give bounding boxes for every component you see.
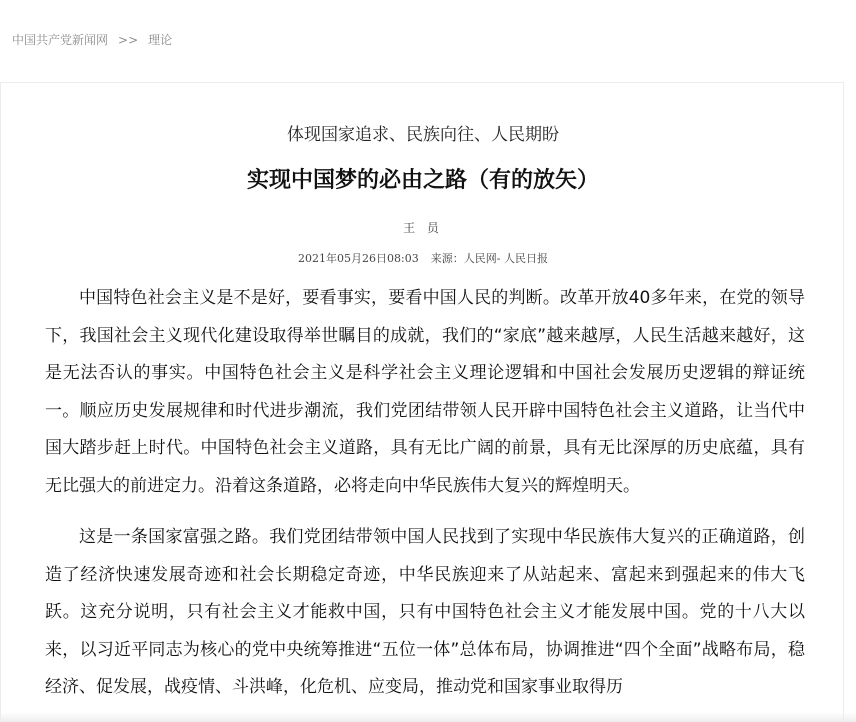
breadcrumb-section-link[interactable]: 理论 — [148, 33, 173, 47]
article-title: 实现中国梦的必由之路（有的放矢） — [246, 168, 599, 193]
top-navigation-bar — [0, 0, 856, 82]
article-meta — [1, 251, 845, 267]
article-paragraph: 这是一条国家富强之路。我们党团结带领中国人民找到了实现中华民族伟大复兴的正确道路，创造了经济快速发展奇迹和社会长期稳定奇迹，中华民族迎来了从站起来、富起来到强起来的伟大飞跃。这充分说明，只有社会主义才能救中国，只有中国特色社会主义才能发展中国。党的十八大以来，以习近平同志为核心的党中央统筹推进“五位一体”总体布局，协调推进“四个全面”战略布局，稳经济、促发展，战疫情、斗洪峰，化危机、应变局，推动党和国家事业取得历 — [45, 527, 805, 697]
article-paragraph: 中国特色社会主义是不是好，要看事实，要看中国人民的判断。改革开放40多年来，在党的领导下，我国社会主义现代化建设取得举世瞩目的成就，我们的“家底”越来越厚，人民生活越来越好，这是无法否认的事实。中国特色社会主义是科学社会主义理论逻辑和中国社会发展历史逻辑的辩证统一。顺应历史发展规律和时代进步潮流，我们党团结带领人民开辟中国特色社会主义道路，让当代中国大踏步赶上时代。中国特色社会主义道路，具有无比广阔的前景，具有无比深厚的历史底蕴，具有无比强大的前进定力。沿着这条道路，必将走向中华民族伟大复兴的辉煌明天。 — [45, 288, 805, 496]
source-link[interactable]: 人民网- 人民日报 — [463, 252, 548, 265]
article-author: 王 员 — [403, 221, 443, 235]
breadcrumb — [12, 32, 172, 48]
article-container — [0, 82, 844, 722]
breadcrumb-site-link[interactable]: 中国共产党新闻网 — [12, 33, 109, 47]
article-body — [45, 280, 805, 721]
publish-date: 2021年05月26日08:03 — [298, 252, 419, 265]
article-pretitle: 体现国家追求、民族向往、人民期盼 — [287, 125, 559, 145]
breadcrumb-separator: >> — [118, 33, 139, 47]
bottom-edge-shadow — [0, 712, 856, 722]
source-label: 来源： — [430, 252, 464, 265]
